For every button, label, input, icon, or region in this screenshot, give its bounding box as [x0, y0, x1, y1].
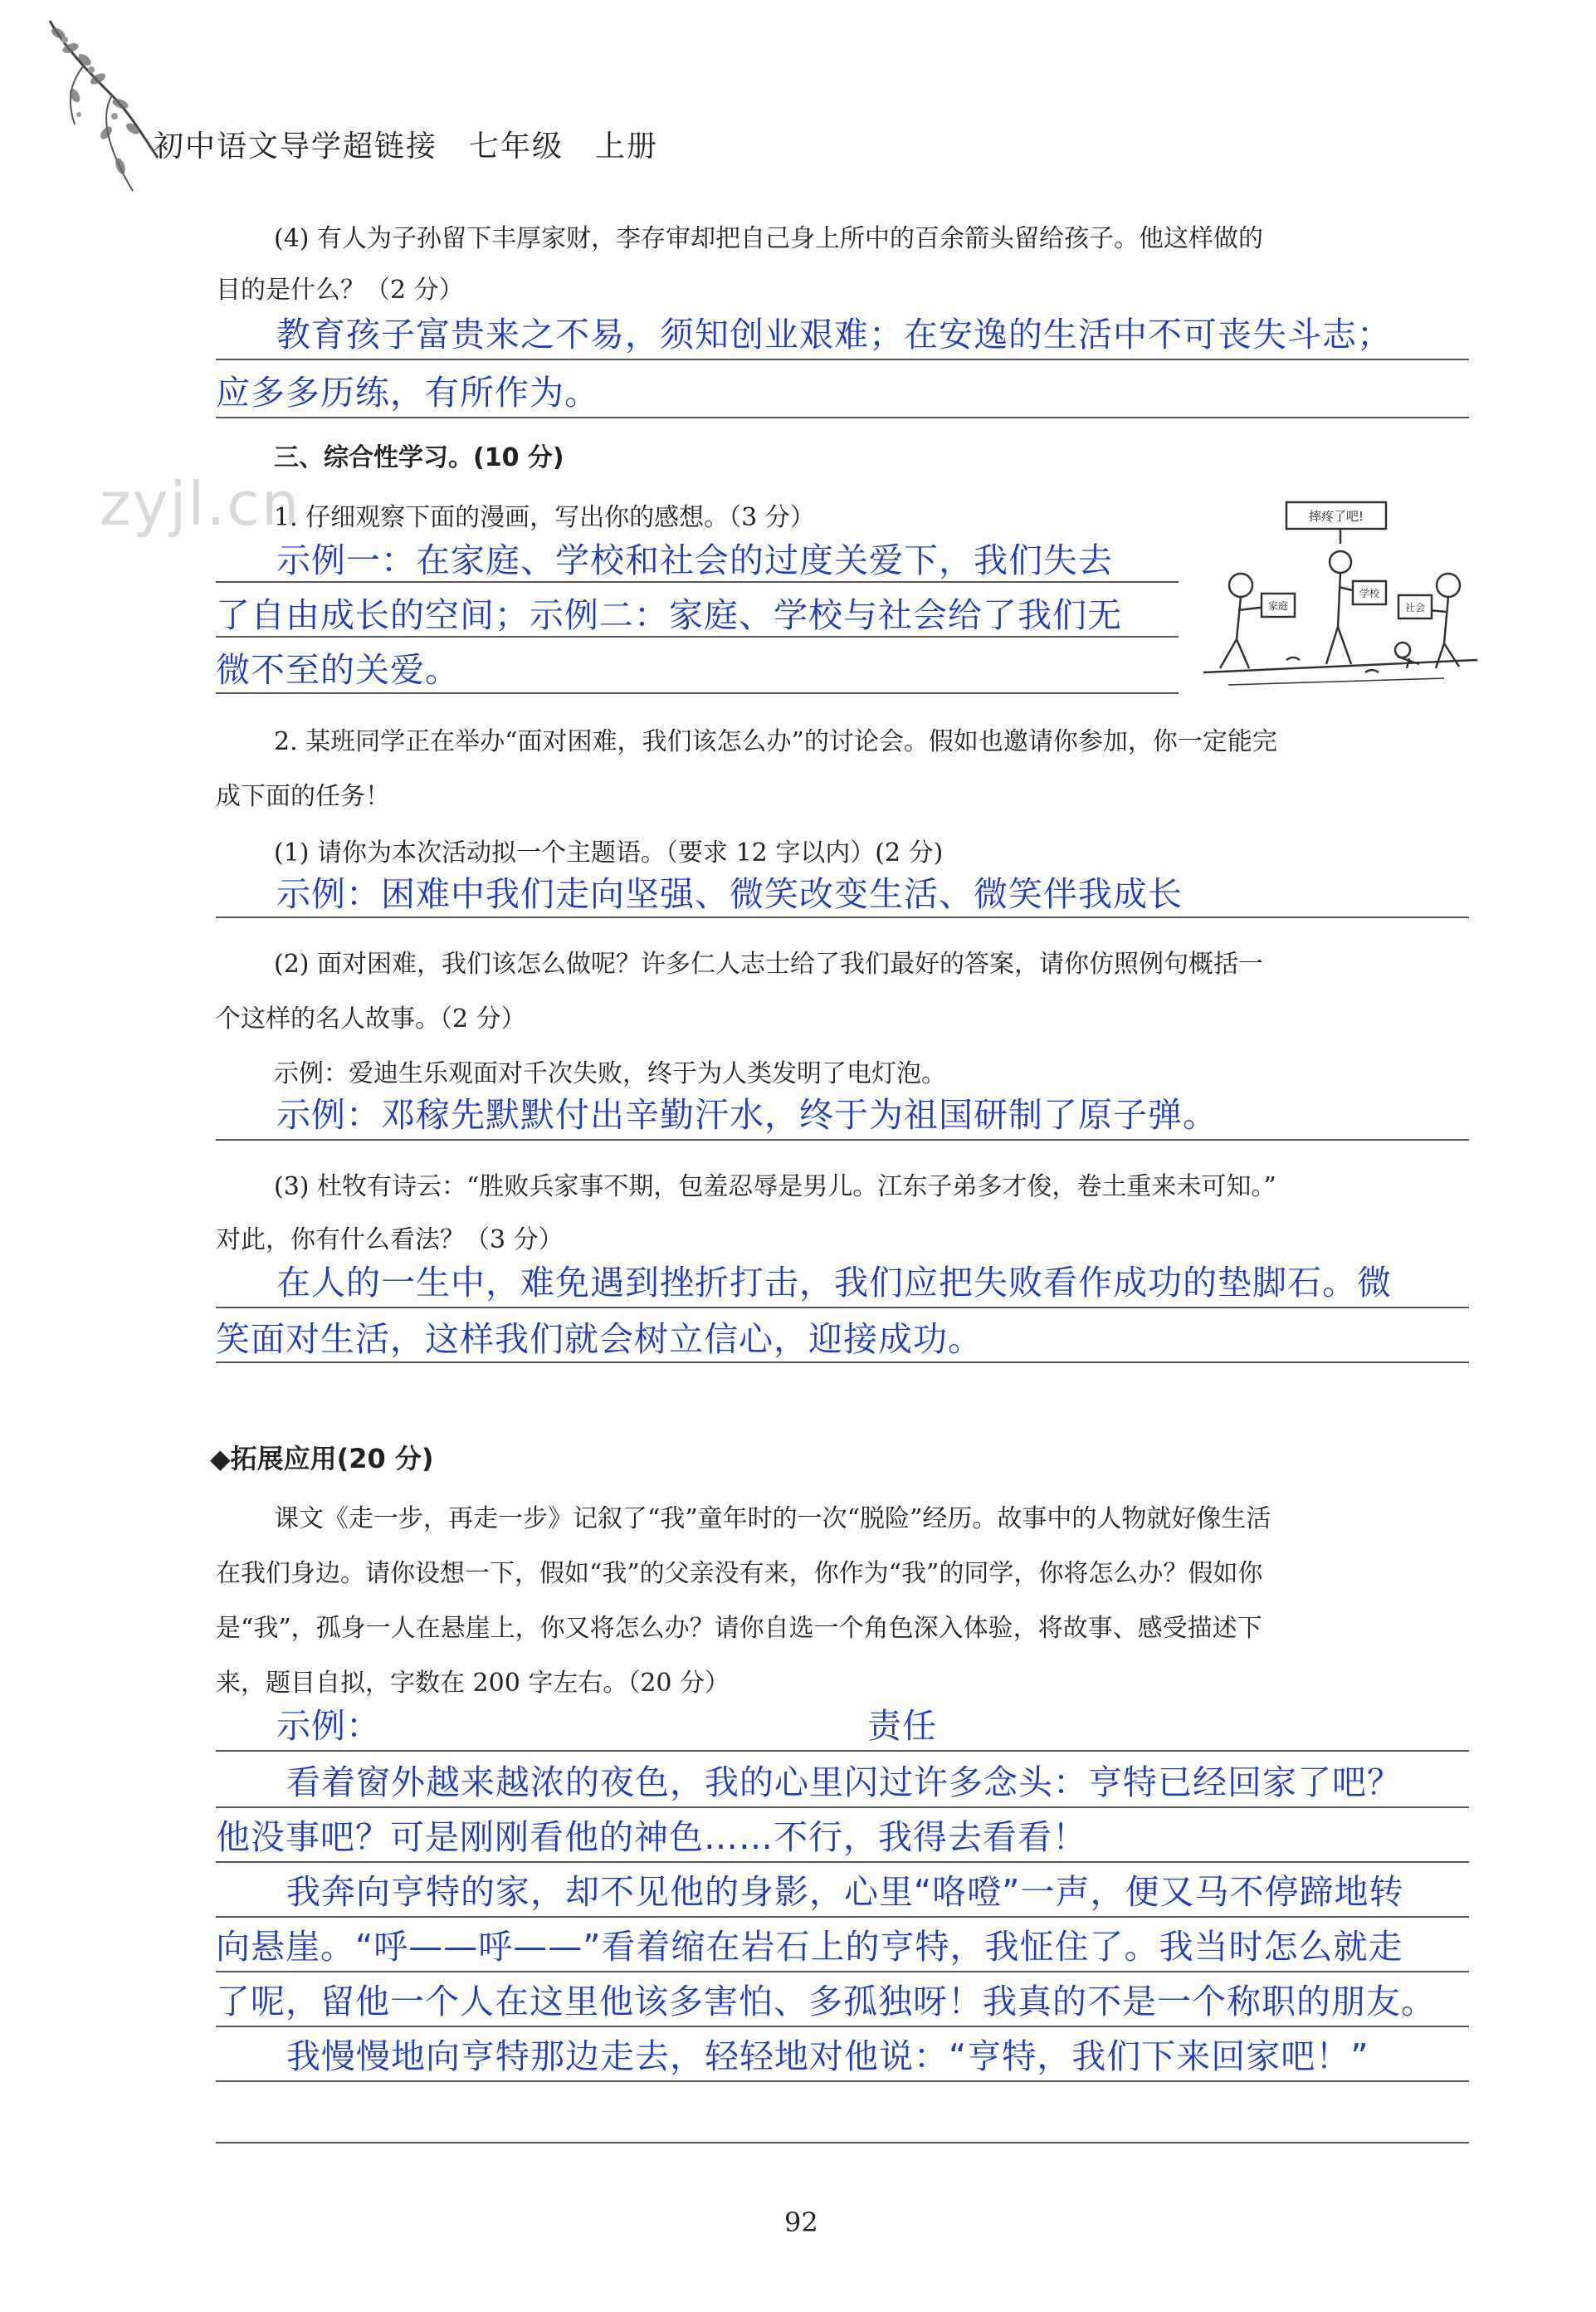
s3-q2-sub2-question-line1: (2) 面对困难，我们该怎么做呢？许多仁人志士给了我们最好的答案，请你仿照例句概括一 [274, 950, 1264, 979]
essay-line2: 他没事吧？可是刚刚看他的神色……不行，我得去看看！ [216, 1817, 1087, 1857]
answer-rule [216, 2142, 1469, 2143]
answer-rule [216, 1139, 1469, 1141]
answer-rule [216, 1971, 1469, 1972]
answer-rule [216, 1916, 1469, 1918]
answer-rule [216, 636, 1179, 638]
essay-line1: 看着窗外越来越浓的夜色，我的心里闪过许多念头：亨特已经回家了吧？ [286, 1762, 1402, 1802]
s3-q2-sub2-answer: 示例：邓稼先默默付出辛勤汗水，终于为祖国研制了原子弹。 [276, 1095, 1218, 1135]
s3-q1-question: 1. 仔细观察下面的漫画，写出你的感想。（3 分） [274, 503, 815, 532]
answer-rule [216, 581, 1179, 583]
essay-line3: 我奔向亨特的家，却不见他的身影，心里“咯噔”一声，便又马不停蹄地转 [286, 1872, 1404, 1912]
answer-rule [216, 2080, 1469, 2082]
q4-answer-line2: 应多多历练，有所作为。 [216, 373, 599, 413]
s3-q1-answer-line3: 微不至的关爱。 [216, 650, 460, 690]
extension-title: ◆拓展应用(20 分) [210, 1443, 434, 1474]
branch-decoration [33, 17, 166, 208]
essay-line4: 向悬崖。“呼——呼——”看着缩在岩石上的亨特，我怔住了。我当时怎么就走 [216, 1927, 1403, 1967]
q4-question-line1: (4) 有人为子孙留下丰厚家财，李存审却把自己身上所中的百余箭头留给孩子。他这样做的 [274, 224, 1264, 253]
cartoon-illustration [1195, 494, 1486, 693]
answer-rule [216, 2026, 1469, 2027]
q4-question-line2: 目的是什么？（2 分） [216, 276, 464, 305]
extension-prompt-line1: 课文《走一步，再走一步》记叙了“我”童年时的一次“脱险”经历。故事中的人物就好像生活 [274, 1504, 1271, 1533]
page-number: 92 [784, 2207, 818, 2238]
cartoon-sign-text: 摔疼了吧! [1308, 509, 1364, 524]
essay-title: 责任 [867, 1706, 937, 1746]
s3-q2-sub3-question-line2: 对此，你有什么看法？（3 分） [216, 1225, 564, 1254]
s3-q2-sub3-answer-line1: 在人的一生中，难免遇到挫折打击，我们应把失败看作成功的垫脚石。微 [276, 1263, 1392, 1303]
answer-rule [216, 359, 1469, 360]
s3-q2-sub2-question-line2: 个这样的名人故事。（2 分） [216, 1004, 526, 1034]
s3-q2-sub3-answer-line2: 笑面对生活，这样我们就会树立信心，迎接成功。 [216, 1319, 983, 1359]
answer-rule [216, 1307, 1469, 1308]
cartoon-label-home: 家庭 [1267, 600, 1289, 612]
s3-q2-sub3-question-line1: (3) 杜牧有诗云：“胜败兵家事不期，包羞忍辱是男儿。江东子弟多才俊，卷土重来未可知。” [274, 1172, 1276, 1201]
essay-line5: 了呢，留他一个人在这里他该多害怕、多孤独呀！我真的不是一个称职的朋友。 [216, 1982, 1436, 2021]
s3-q1-answer-line1: 示例一：在家庭、学校和社会的过度关爱下，我们失去 [276, 540, 1113, 580]
s3-q1-answer-line2: 了自由成长的空间；示例二：家庭、学校与社会给了我们无 [216, 595, 1122, 635]
answer-rule [216, 916, 1469, 918]
s3-q2-sub1-question: (1) 请你为本次活动拟一个主题语。（要求 12 字以内）(2 分) [274, 838, 944, 868]
extension-prompt-line4: 来，题目自拟，字数在 200 字左右。（20 分） [216, 1669, 730, 1698]
s3-q2-intro-line2: 成下面的任务！ [216, 782, 390, 811]
answer-rule [216, 1361, 1469, 1363]
extension-prompt-line2: 在我们身边。请你设想一下，假如“我”的父亲没有来，你作为“我”的同学，你将怎么办？假如你 [216, 1559, 1263, 1588]
cartoon-label-society: 社会 [1404, 602, 1426, 613]
answer-rule [216, 1861, 1469, 1863]
s3-q2-sub2-example: 示例：爱迪生乐观面对千次失败，终于为人类发明了电灯泡。 [274, 1059, 946, 1088]
essay-line6: 我慢慢地向亨特那边走去，轻轻地对他说：“亨特，我们下来回家吧！” [286, 2036, 1369, 2076]
section3-title: 三、综合性学习。(10 分) [274, 443, 564, 472]
page-header-title: 初中语文导学超链接 七年级 上册 [154, 130, 659, 164]
answer-rule [216, 692, 1179, 694]
watermark: zyjl.cn [100, 469, 301, 539]
s3-q2-intro-line1: 2. 某班同学正在举办“面对困难，我们该怎么办”的讨论会。假如也邀请你参加，你一定能完 [274, 727, 1277, 756]
essay-label: 示例： [276, 1706, 381, 1746]
answer-rule [216, 417, 1469, 418]
answer-rule [216, 1750, 1469, 1752]
s3-q2-sub1-answer: 示例：困难中我们走向坚强、微笑改变生活、微笑伴我成长 [276, 874, 1183, 914]
answer-rule [216, 1806, 1469, 1808]
extension-prompt-line3: 是“我”，孤身一人在悬崖上，你又将怎么办？请你自选一个角色深入体验，将故事、感受描述下 [216, 1614, 1262, 1643]
cartoon-label-school: 学校 [1359, 588, 1380, 599]
q4-answer-line1: 教育孩子富贵来之不易，须知创业艰难；在安逸的生活中不可丧失斗志； [276, 315, 1392, 354]
